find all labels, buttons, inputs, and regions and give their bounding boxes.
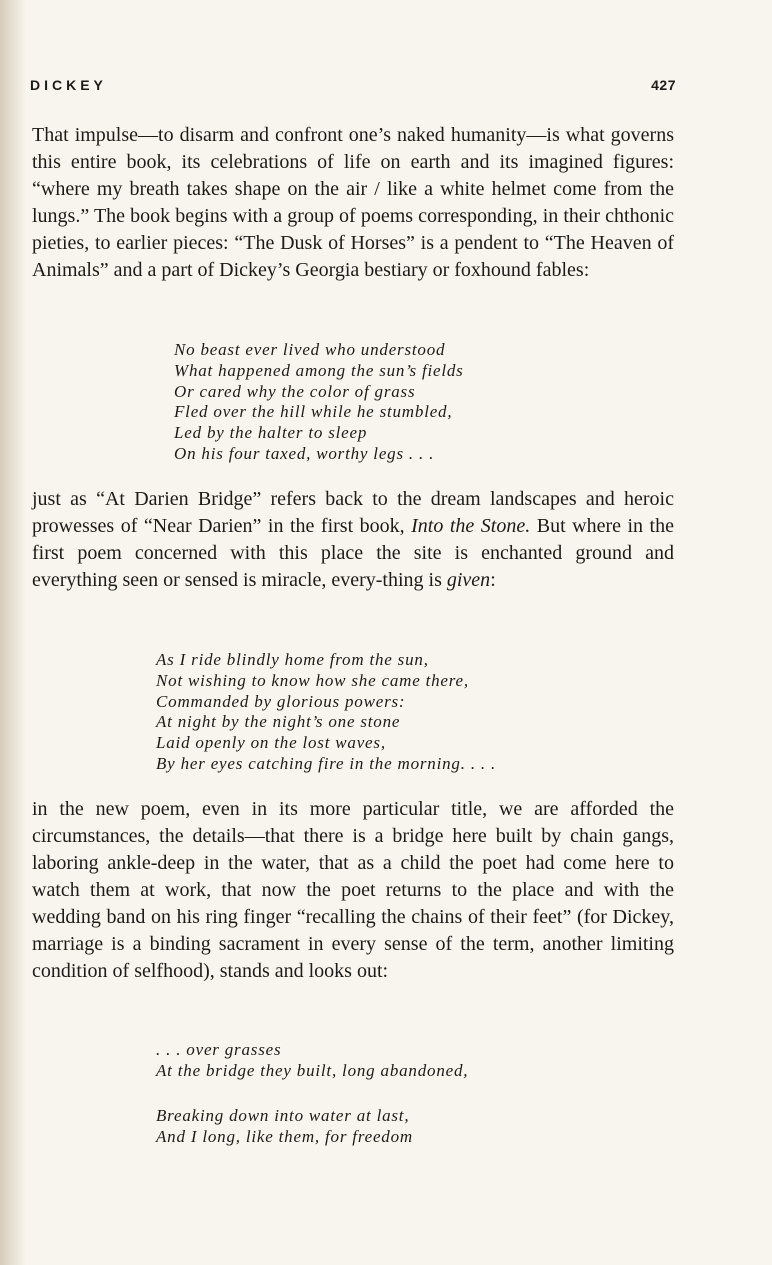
verse-line: Laid openly on the lost waves, <box>156 733 386 753</box>
paragraph-3: in the new poem, even in its more particular title, we are afforded the circumstances, the details—that there is a bridge here built by chain gangs, laboring ankle-deep in the water, that as a child the poet had come here to watch them at work, that now the poet returns to the place and with the wedding band on his ring finger “recalling the chains of their feet” (for Dickey, marriage is a binding sacrament in every sense of the term, another limiting condition of selfhood), stands and looks out: <box>32 798 674 982</box>
verse-line: . . . over grasses <box>156 1040 282 1059</box>
verse-quote-2 <box>156 650 496 775</box>
verse-line: And I long, like them, for freedom <box>156 1126 413 1146</box>
page-number: 427 <box>651 77 676 93</box>
verse-line: Or cared why the color of grass <box>174 381 416 401</box>
verse-line: At the bridge they built, long abandoned, <box>156 1060 469 1080</box>
verse-quote-4 <box>156 1106 413 1148</box>
running-head <box>30 77 676 99</box>
verse-line: Fled over the hill while he stumbled, <box>174 402 453 422</box>
paragraph-2-text: just as “At Darien Bridge” refers back to the dream landscapes and heroic prowesses of “Near Darien” in the first book, <box>32 488 674 537</box>
verse-line: On his four taxed, worthy legs . . . <box>174 443 435 463</box>
verse-line: By her eyes catching fire in the morning. . . . <box>156 753 497 773</box>
verse-line: What happened among the sun’s fields <box>174 360 464 380</box>
page-edge-shadow <box>0 0 26 1265</box>
running-title: DICKEY <box>30 77 107 93</box>
paragraph-2-colon: : <box>490 569 496 591</box>
verse-quote-1 <box>174 340 464 465</box>
book-title-into-the-stone: Into the Stone. <box>411 515 531 537</box>
paragraph-2 <box>32 486 674 594</box>
verse-line: At night by the night’s one stone <box>156 712 401 732</box>
verse-line: Commanded by glorious powers: <box>156 691 406 711</box>
emphasis-given: given <box>446 569 491 591</box>
verse-line: No beast ever lived who understood <box>174 340 446 359</box>
verse-line: Not wishing to know how she came there, <box>156 670 469 690</box>
paragraph-1: That impulse—to disarm and confront one’s naked humanity—is what governs this entire book, its celebrations of life on earth and its imagined figures: “where my breath takes shape on the air / like a white helmet come from the lungs.” The book begins with a group of poems corresponding, in their chthonic pieties, to earlier pieces: “The Dusk of Horses” is a pendent to “The Heaven of Animals” and a part of Dickey’s Georgia bestiary or foxhound fables: <box>32 124 674 281</box>
verse-line: As I ride blindly home from the sun, <box>156 650 429 669</box>
paragraph-2-text: But where in the first poem concerned with this place the site is enchanted ground and everything seen or sensed is miracle, every-thing is <box>32 515 674 591</box>
verse-line: Led by the halter to sleep <box>174 423 368 443</box>
verse-quote-3 <box>156 1040 468 1082</box>
verse-line: Breaking down into water at last, <box>156 1106 410 1125</box>
